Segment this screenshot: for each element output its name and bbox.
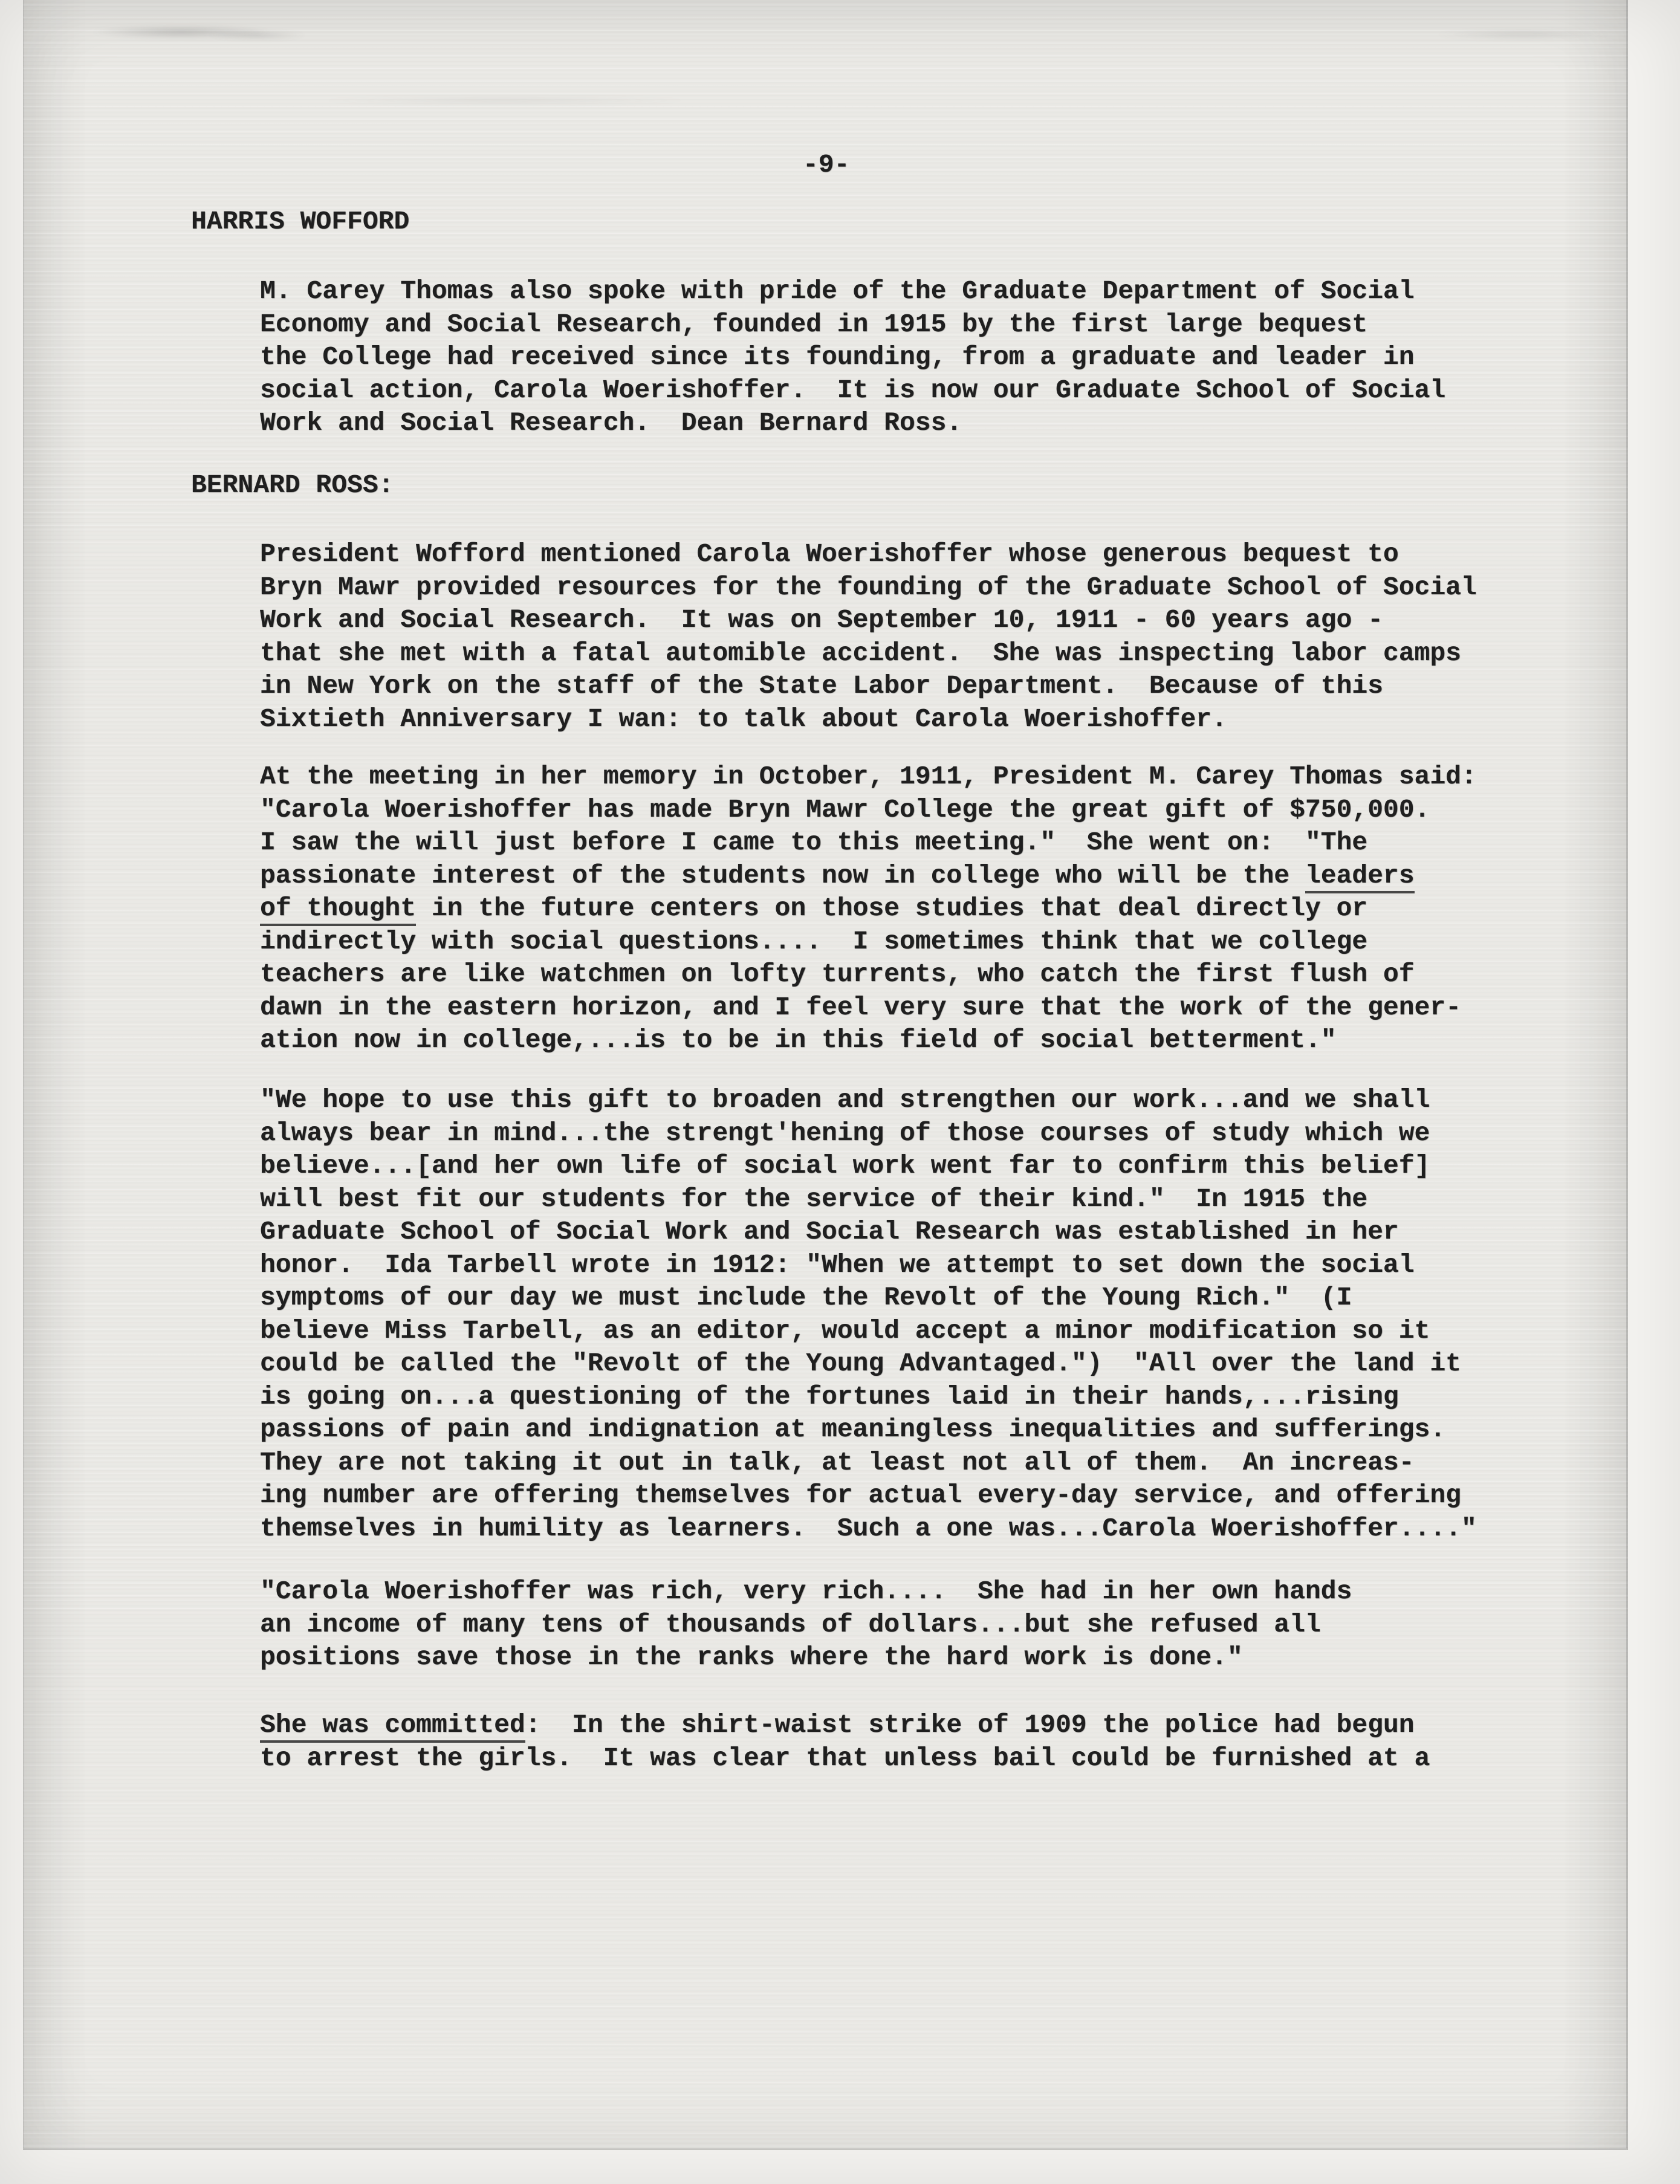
text-segment: positions save those in the ranks where the hard work is done." bbox=[260, 1642, 1243, 1672]
scan-smudge bbox=[91, 25, 272, 39]
scan-smudge bbox=[206, 30, 308, 40]
underlined-text: of thought bbox=[260, 893, 416, 926]
text-line bbox=[260, 991, 1477, 1025]
text-segment: indirectly with social questions.... I sometimes think that we college bbox=[260, 926, 1368, 956]
text-segment: HARRIS WOFFORD bbox=[191, 207, 410, 236]
text-segment: Work and Social Research. It was on September 10, 1911 - 60 years ago - bbox=[260, 605, 1383, 635]
text-segment: Work and Social Research. Dean Bernard Ross. bbox=[260, 408, 962, 438]
text-line bbox=[260, 637, 1477, 670]
text-line bbox=[260, 958, 1477, 991]
text-line bbox=[260, 1183, 1477, 1216]
text-line bbox=[260, 1216, 1477, 1249]
text-line bbox=[260, 1575, 1352, 1609]
text-line bbox=[260, 1479, 1477, 1512]
text-line bbox=[260, 1117, 1477, 1150]
text-segment: passionate interest of the students now in college who will be the bbox=[260, 860, 1305, 890]
text-segment: always bear in mind...the strengt'hening of those courses of study which we bbox=[260, 1118, 1430, 1148]
text-line bbox=[260, 1641, 1352, 1674]
text-line bbox=[260, 1512, 1477, 1546]
text-segment: At the meeting in her memory in October, 1911, President M. Carey Thomas said: bbox=[260, 762, 1477, 791]
text-segment: passions of pain and indignation at meaningless inequalities and sufferings. bbox=[260, 1414, 1446, 1444]
text-segment: to arrest the girls. It was clear that unless bail could be furnished at a bbox=[260, 1743, 1430, 1773]
text-segment: Sixtieth Anniversary I wan: to talk about Carola Woerishoffer. bbox=[260, 704, 1227, 734]
text-line bbox=[260, 1150, 1477, 1183]
text-line bbox=[260, 407, 1445, 440]
text-segment: is going on...a questioning of the fortunes laid in their hands,...rising bbox=[260, 1381, 1399, 1411]
text-segment: Economy and Social Research, founded in 1915 by the first large bequest bbox=[260, 309, 1368, 339]
paragraph bbox=[260, 538, 1477, 736]
paragraph bbox=[260, 1709, 1430, 1775]
page-number: -9- bbox=[803, 150, 850, 180]
text-line bbox=[260, 308, 1445, 342]
text-line bbox=[260, 925, 1477, 959]
text-line bbox=[260, 341, 1445, 374]
text-line bbox=[260, 860, 1477, 893]
text-segment: BERNARD ROSS: bbox=[191, 470, 394, 500]
speaker-heading bbox=[191, 469, 394, 502]
text-line bbox=[260, 1381, 1477, 1414]
text-line bbox=[260, 1742, 1430, 1775]
text-line bbox=[260, 1249, 1477, 1282]
text-segment: I saw the will just before I came to this meeting." She went on: "The bbox=[260, 828, 1368, 857]
scan-smudge bbox=[308, 96, 701, 105]
text-line bbox=[260, 604, 1477, 637]
paragraph bbox=[260, 275, 1445, 440]
text-segment: in the future centers on those studies that deal directly or bbox=[416, 893, 1368, 923]
text-segment: teachers are like watchmen on lofty turrents, who catch the first flush of bbox=[260, 959, 1415, 989]
text-segment: "Carola Woerishoffer has made Bryn Mawr College the great gift of $750,000. bbox=[260, 794, 1430, 825]
text-line bbox=[260, 1347, 1477, 1381]
text-line bbox=[260, 1282, 1477, 1315]
text-line bbox=[260, 892, 1477, 925]
text-segment: the College had received since its founding, from a graduate and leader in bbox=[260, 342, 1415, 372]
text-segment: could be called the "Revolt of the Young Advantaged.") "All over the land it bbox=[260, 1349, 1461, 1378]
text-segment: : In the shirt-waist strike of 1909 the police had begun bbox=[525, 1710, 1415, 1740]
text-line bbox=[260, 1447, 1477, 1480]
text-line bbox=[260, 703, 1477, 736]
text-segment: in New York on the staff of the State Labor Department. Because of this bbox=[260, 671, 1383, 701]
text-line bbox=[260, 670, 1477, 703]
paragraph bbox=[260, 1575, 1352, 1674]
text-line bbox=[260, 1084, 1477, 1117]
text-segment: Graduate School of Social Work and Social Research was established in her bbox=[260, 1217, 1399, 1246]
text-segment: "Carola Woerishoffer was rich, very rich.... She had in her own hands bbox=[260, 1576, 1352, 1606]
text-segment: ing number are offering themselves for actual every-day service, and offering bbox=[260, 1480, 1461, 1510]
text-line bbox=[260, 1413, 1477, 1447]
text-segment: dawn in the eastern horizon, and I feel very sure that the work of the gener- bbox=[260, 992, 1461, 1022]
text-segment: believe...[and her own life of social work went far to confirm this belief] bbox=[260, 1151, 1430, 1181]
text-segment: M. Carey Thomas also spoke with pride of the Graduate Department of Social bbox=[260, 276, 1415, 306]
text-line bbox=[260, 538, 1477, 571]
text-line bbox=[191, 206, 409, 239]
text-segment: ation now in college,...is to be in this field of social betterment." bbox=[260, 1025, 1337, 1055]
text-line bbox=[260, 826, 1477, 860]
text-line bbox=[260, 1709, 1430, 1742]
text-line bbox=[260, 571, 1477, 604]
text-segment: symptoms of our day we must include the Revolt of the Young Rich." (I bbox=[260, 1283, 1352, 1312]
scan-smudge bbox=[1433, 29, 1614, 40]
text-line bbox=[260, 1315, 1477, 1348]
text-segment: an income of many tens of thousands of dollars...but she refused all bbox=[260, 1609, 1321, 1639]
text-segment: "We hope to use this gift to broaden and strengthen our work...and we shall bbox=[260, 1085, 1430, 1115]
text-segment: President Wofford mentioned Carola Woerishoffer whose generous bequest to bbox=[260, 539, 1399, 569]
text-line bbox=[260, 275, 1445, 308]
text-line bbox=[191, 469, 394, 502]
text-segment: They are not taking it out in talk, at least not all of them. An increas- bbox=[260, 1447, 1415, 1477]
text-segment: that she met with a fatal automible accident. She was inspecting labor camps bbox=[260, 638, 1461, 668]
paragraph bbox=[260, 1084, 1477, 1545]
text-segment: honor. Ida Tarbell wrote in 1912: "When we attempt to set down the social bbox=[260, 1249, 1415, 1280]
text-line bbox=[260, 1024, 1477, 1057]
text-segment: Bryn Mawr provided resources for the founding of the Graduate School of Social bbox=[260, 572, 1477, 602]
text-segment: will best fit our students for the service of their kind." In 1915 the bbox=[260, 1184, 1368, 1214]
text-line bbox=[260, 1609, 1352, 1642]
text-segment: social action, Carola Woerishoffer. It is now our Graduate School of Social bbox=[260, 375, 1446, 405]
paragraph bbox=[260, 760, 1477, 1057]
text-line bbox=[260, 760, 1477, 794]
speaker-heading bbox=[191, 206, 409, 239]
text-segment: believe Miss Tarbell, as an editor, would accept a minor modification so it bbox=[260, 1315, 1430, 1346]
text-segment: themselves in humility as learners. Such a one was...Carola Woerishoffer...." bbox=[260, 1513, 1477, 1543]
text-line bbox=[260, 794, 1477, 827]
underlined-text: leaders bbox=[1305, 861, 1415, 893]
underlined-text: She was committed bbox=[260, 1710, 525, 1743]
text-line bbox=[260, 374, 1445, 407]
